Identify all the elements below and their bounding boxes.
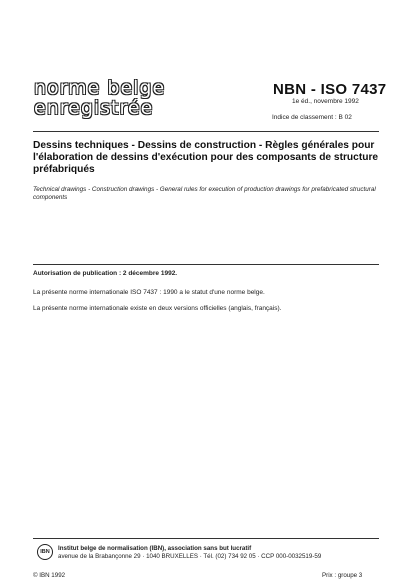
top-divider [33, 131, 379, 132]
footer-address: avenue de la Brabançonne 29 · 1040 BRUXELLES · Tél. (02) 734 92 05 · CCP 000-0032519-59 [58, 553, 322, 560]
document-title-en: Technical drawings - Construction drawings - General rules for execution of production drawings for prefabricated structural components [33, 186, 376, 201]
classification-index: Indice de classement : B 02 [272, 114, 352, 121]
middle-divider [33, 264, 379, 265]
brand-line-1: norme belge [34, 77, 166, 99]
status-paragraph: La présente norme internationale ISO 7437 : 1990 a le statut d'une norme belge. [33, 289, 265, 296]
ibn-logo: IBN [37, 544, 53, 560]
standard-code: NBN - ISO 7437 [273, 81, 387, 98]
copyright-ref: © IBN 1992 [33, 572, 66, 579]
document-title-fr: Dessins techniques - Dessins de construction - Règles générales pour l'élaboration de dessins d'exécution pour des composants de structure préfabriqués [33, 140, 379, 175]
price-group: Prix : groupe 3 [322, 572, 363, 579]
versions-paragraph: La présente norme internationale existe en deux versions officielles (anglais, français). [33, 305, 282, 312]
brand-line-2: enregistrée [34, 97, 154, 119]
edition-date: 1e éd., novembre 1992 [292, 98, 359, 105]
authorisation-date: Autorisation de publication : 2 décembre 1992. [33, 270, 178, 277]
bottom-divider [33, 538, 379, 539]
footer-institute: Institut belge de normalisation (IBN), association sans but lucratif [58, 545, 252, 552]
